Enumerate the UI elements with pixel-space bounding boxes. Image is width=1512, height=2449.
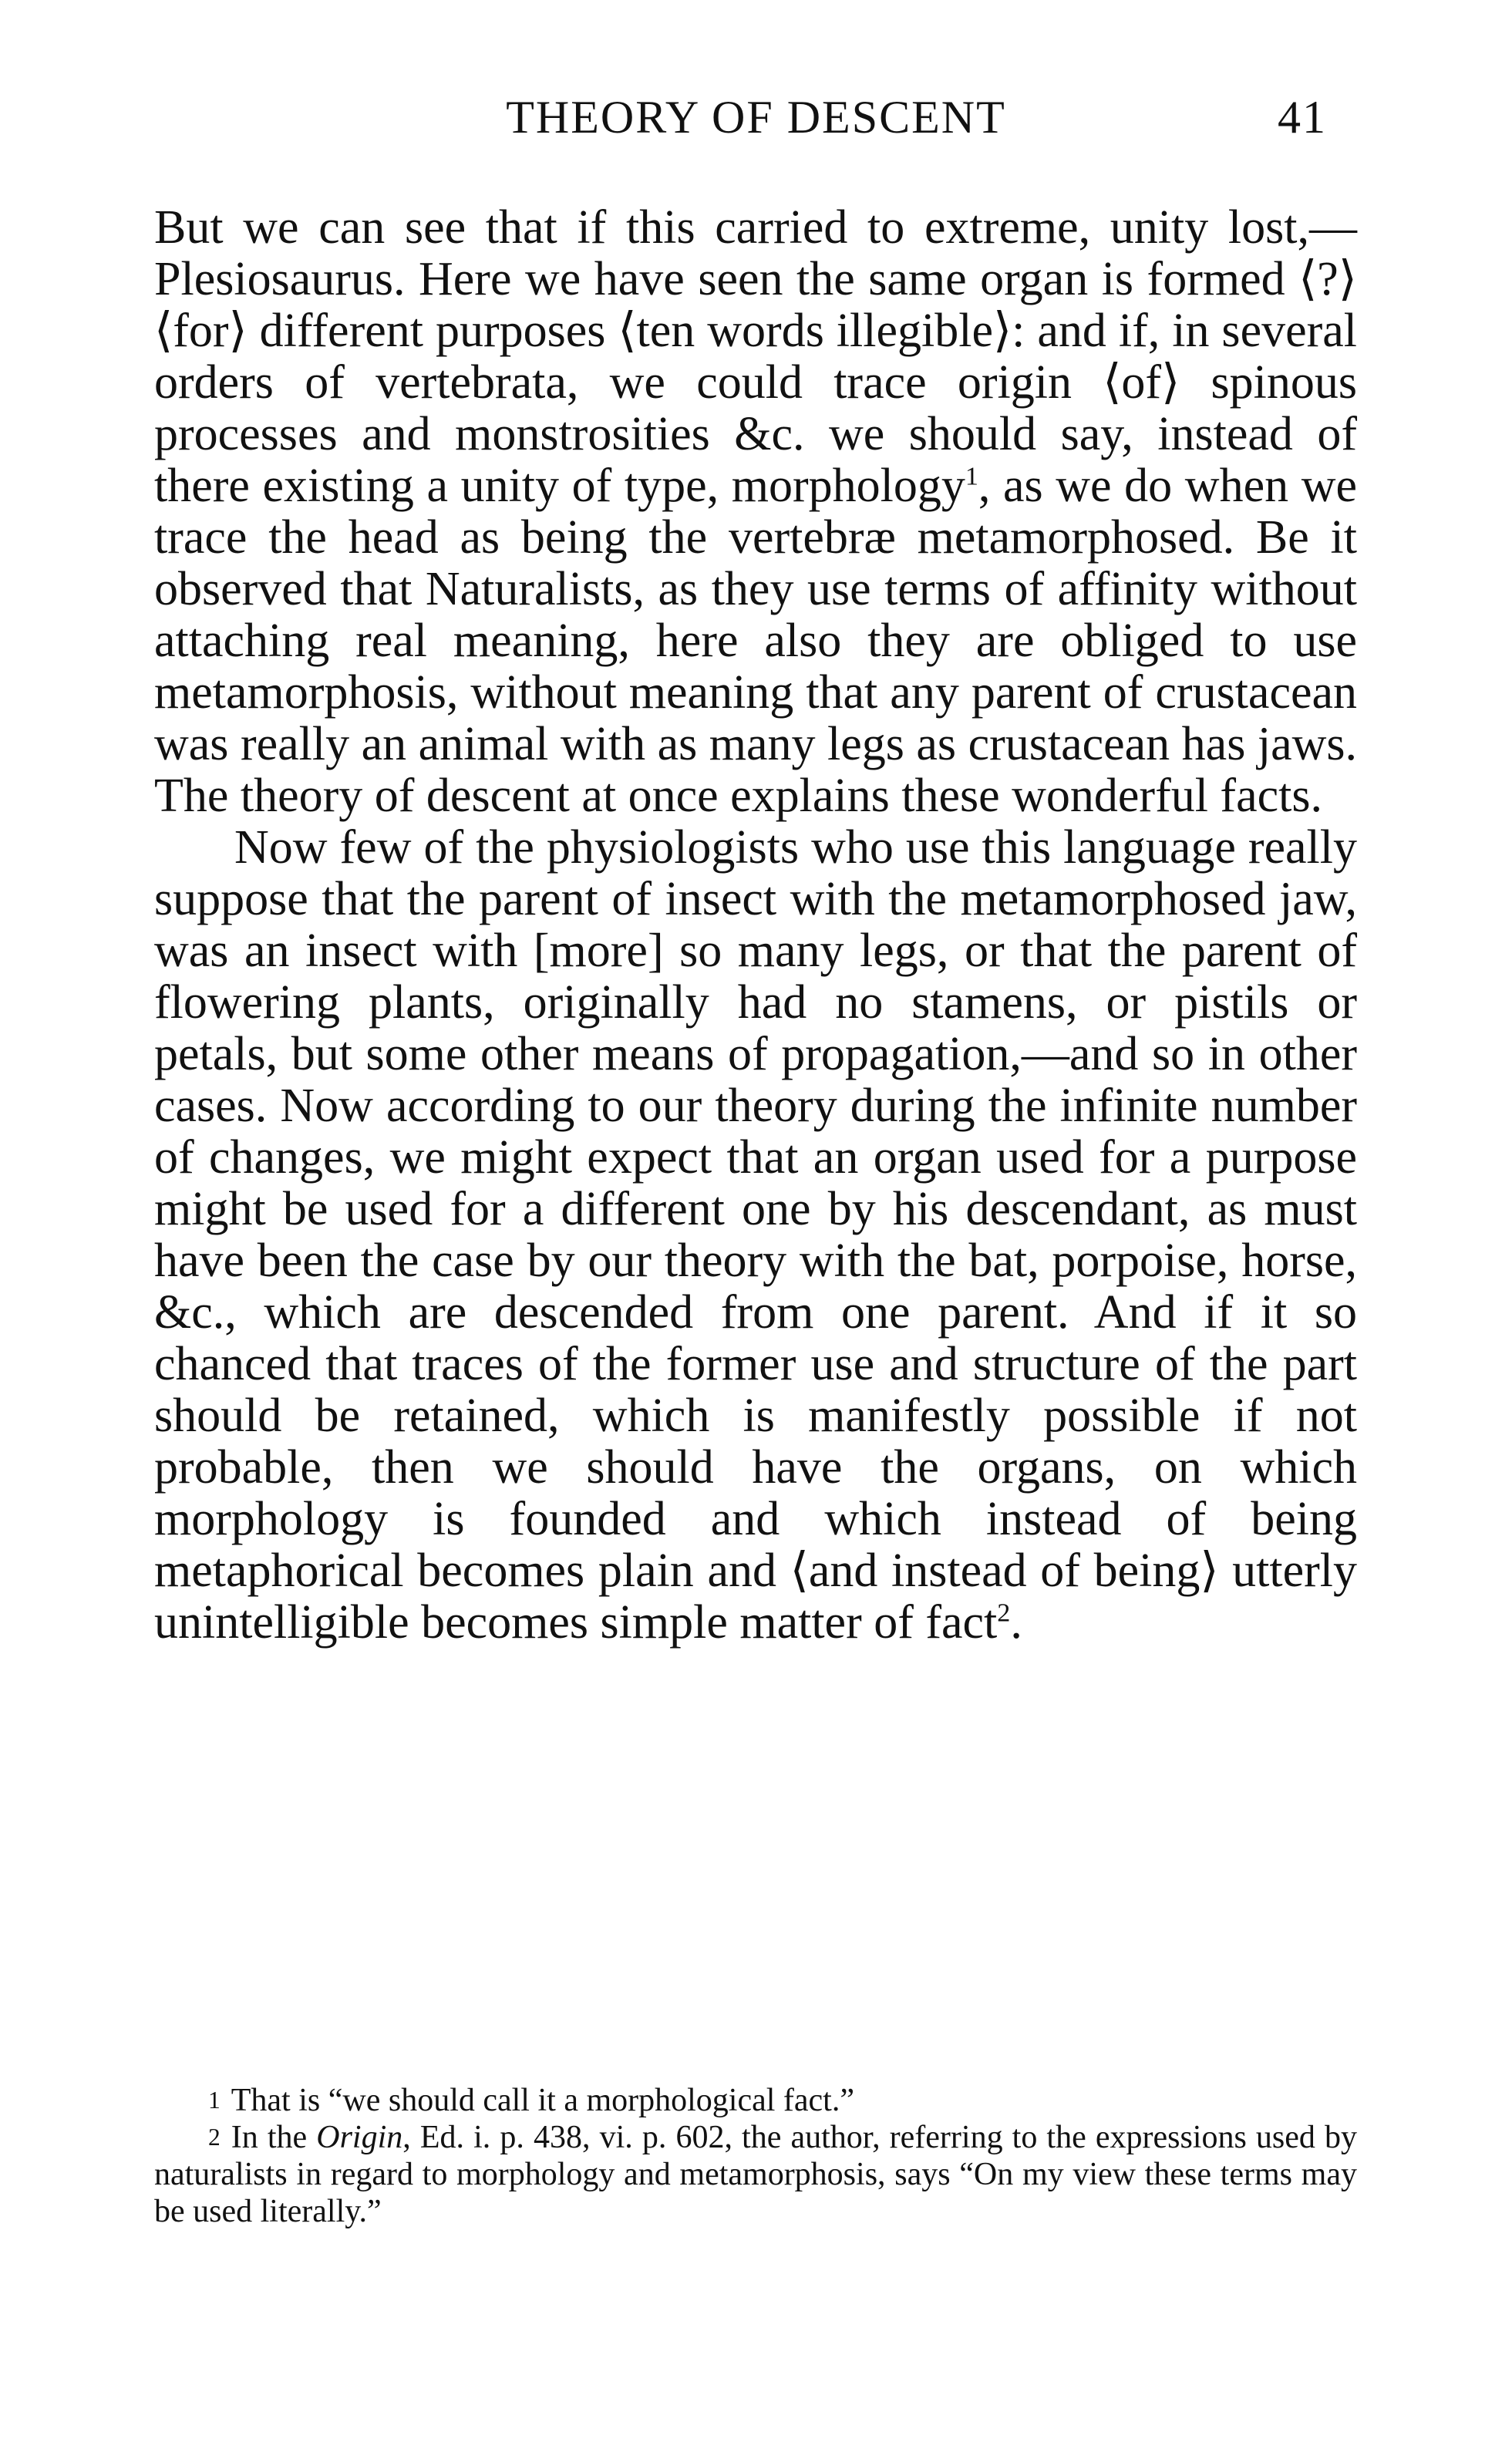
footnote-2-pre: In the	[231, 2120, 317, 2155]
paragraph-2-tail: .	[1010, 1596, 1022, 1649]
page-header	[0, 91, 1512, 153]
page-number: 41	[1278, 92, 1327, 143]
footnote-2	[154, 2119, 1357, 2230]
footnote-ref-2: 2	[997, 1598, 1011, 1628]
running-title: THEORY OF DESCENT	[506, 92, 1006, 143]
paragraph-1	[154, 202, 1357, 822]
body-text	[154, 202, 1357, 1649]
footnote-1	[154, 2082, 1357, 2119]
footnote-ref-1: 1	[965, 462, 978, 491]
paragraph-1-text: But we can see that if this carried to extreme, unity lost,—Plesiosaurus. Here we have seen the same organ is formed ⟨?⟩ ⟨for⟩ different purposes ⟨ten words illegible⟩: and if, in several orders of vertebrata, we could trace origin ⟨of⟩ spinous processes and monstrosities &c. we should say, instead of there existing a unity of type, morphology	[154, 201, 1357, 512]
paragraph-2-text: Now few of the physiologists who use this language really suppose that the parent of insect with the metamorphosed jaw, was an insect with [more] so many legs, or that the parent of flowering plants, originally had no stamens, or pistils or petals, but some other means of propagation,—and so in other cases. Now according to our theory during the infinite number of changes, we might expect that an organ used for a purpose might be used for a different one by his descendant, as must have been the case by our theory with the bat, porpoise, horse, &c., which are descended from one parent. And if it so chanced that traces of the former use and structure of the part should be retained, which is manifestly possible if not probable, then we should have the organs, on which morphology is founded and which instead of being metaphorical becomes plain and ⟨and instead of being⟩ utterly unintelligible becomes simple matter of fact	[154, 821, 1357, 1649]
paragraph-1-tail: , as we do when we trace the head as being the vertebræ metamorphosed. Be it observed that Naturalists, as they use terms of affinity without attaching real meaning, here also they are obliged to use metamorphosis, without meaning that any parent of crustacean was really an animal with as many legs as crustacean has jaws. The theory of descent at once explains these wonderful facts.	[154, 460, 1357, 822]
footnote-2-text: , Ed. i. p. 438, vi. p. 602, the author, referring to the expressions used by naturalists in regard to morphology and metamorphosis, says “On my view these terms may be used literally.”	[154, 2120, 1357, 2229]
footnotes	[154, 2082, 1357, 2230]
footnote-2-italic-title: Origin	[316, 2120, 403, 2155]
footnote-1-mark: 1	[208, 2087, 221, 2114]
footnote-2-mark: 2	[208, 2124, 221, 2151]
footnote-1-text: That is “we should call it a morphological fact.”	[231, 2083, 854, 2118]
paragraph-2	[154, 822, 1357, 1649]
